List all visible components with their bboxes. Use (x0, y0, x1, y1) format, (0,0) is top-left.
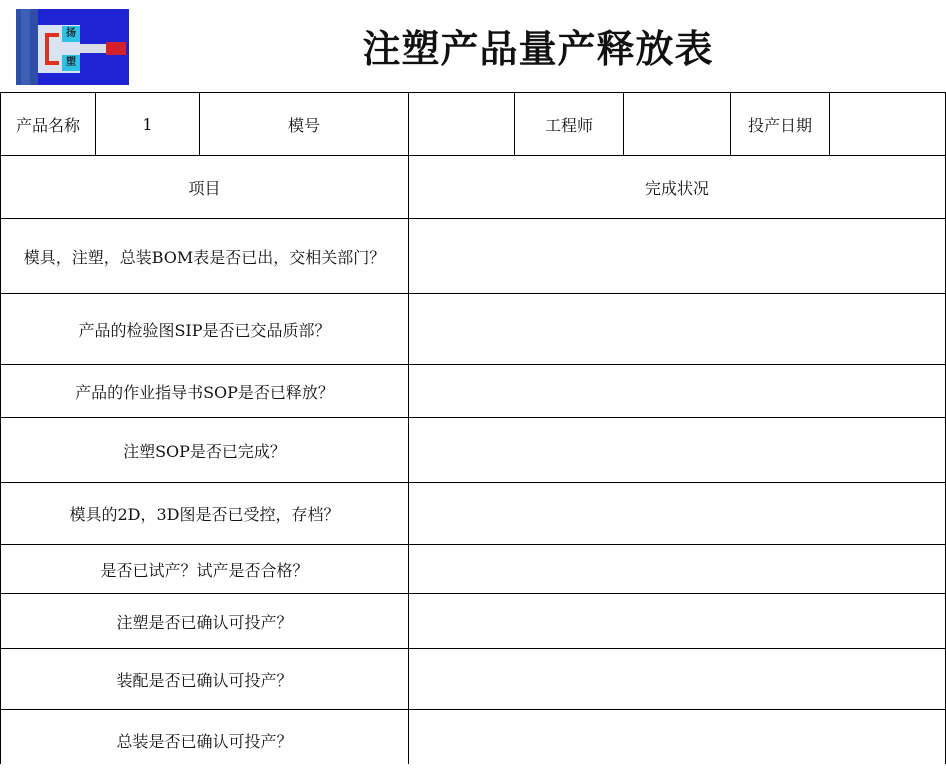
logo-char-bottom: 塑 (62, 55, 80, 71)
checklist-item: 是否已试产？试产是否合格？ (100, 560, 309, 580)
column-header-item: 项目 (188, 178, 221, 198)
checklist-item: 装配是否已确认可投产？ (116, 670, 293, 690)
checklist-item: 产品的作业指导书SOP是否已释放？ (75, 382, 334, 402)
status-field[interactable] (409, 594, 945, 648)
launch-date-label: 投产日期 (747, 115, 812, 135)
launch-date-field[interactable] (830, 93, 945, 155)
checklist-item: 产品的检验图SIP是否已交品质部？ (78, 320, 331, 340)
form-title: 注塑产品量产释放表 (362, 26, 714, 71)
company-logo (16, 9, 129, 85)
status-field[interactable] (409, 710, 945, 770)
checklist-item: 注塑SOP是否已完成？ (123, 441, 286, 461)
status-field[interactable] (409, 649, 945, 709)
status-field[interactable] (409, 418, 945, 482)
checklist-item: 总装是否已确认可投产？ (116, 731, 293, 751)
status-field[interactable] (409, 545, 945, 593)
status-field[interactable] (409, 219, 945, 293)
engineer-field[interactable] (624, 93, 730, 155)
checklist-item: 注塑是否已确认可投产？ (116, 612, 293, 632)
status-field[interactable] (409, 365, 945, 417)
release-form-table (0, 92, 946, 764)
product-name-field[interactable]: 1 (142, 114, 153, 134)
product-name-label: 产品名称 (15, 115, 80, 135)
checklist-item: 模具，注塑，总装BOM表是否已出，交相关部门？ (23, 247, 386, 267)
engineer-label: 工程师 (544, 115, 593, 135)
mold-no-field[interactable] (409, 93, 514, 155)
mold-no-label: 模号 (287, 115, 320, 135)
column-header-status: 完成状况 (644, 178, 709, 198)
logo-char-top: 扬 (62, 26, 80, 42)
checklist-item: 模具的2D，3D图是否已受控，存档？ (69, 505, 340, 524)
status-field[interactable] (409, 294, 945, 364)
status-field[interactable] (409, 483, 945, 544)
